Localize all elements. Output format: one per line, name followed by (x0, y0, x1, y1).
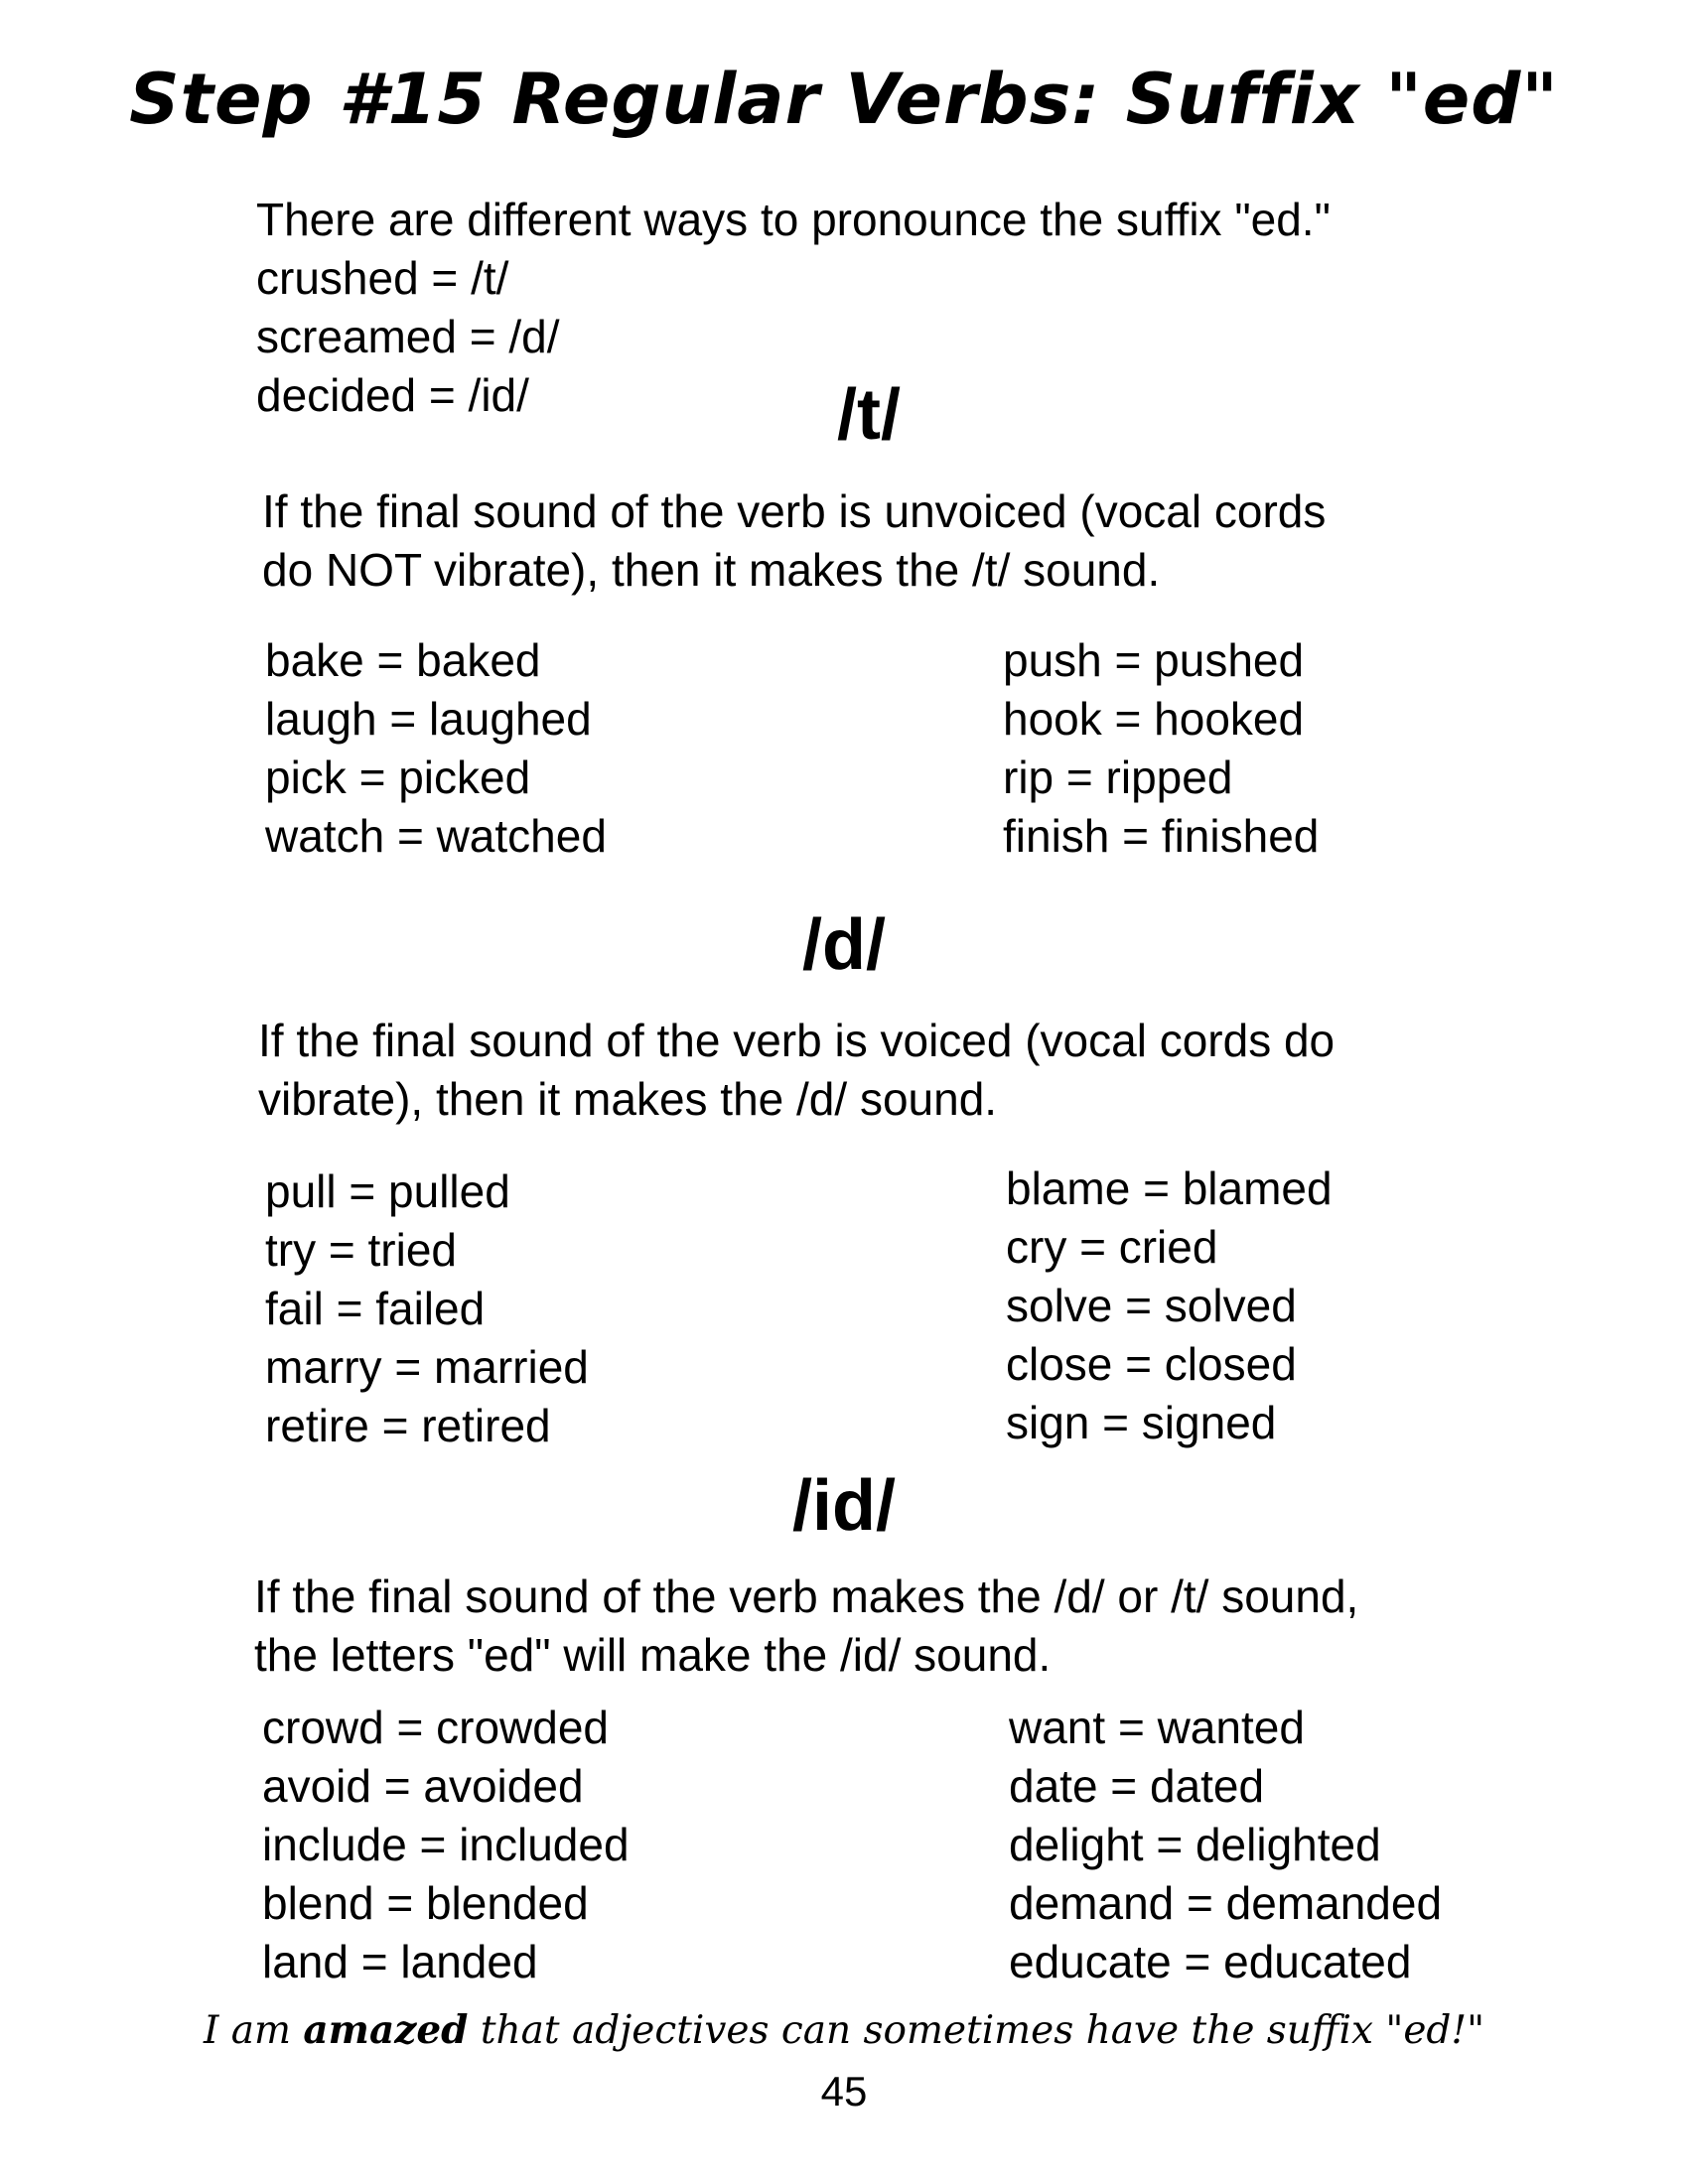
explanation-line: vibrate), then it makes the /d/ sound. (258, 1073, 998, 1125)
example-item: push = pushed (1003, 634, 1305, 686)
example-item: marry = married (265, 1341, 589, 1393)
footer-quote (0, 2005, 1688, 2056)
section-explanation (262, 481, 1326, 599)
example-item: avoid = avoided (262, 1760, 584, 1812)
example-item: blend = blended (262, 1877, 589, 1929)
footer-emphasis: amazed (303, 2007, 469, 2053)
intro-line: screamed = /d/ (256, 311, 560, 362)
example-item: blame = blamed (1006, 1162, 1333, 1214)
example-item: solve = solved (1006, 1280, 1297, 1331)
example-list-right (1003, 630, 1319, 865)
section-explanation (258, 1011, 1335, 1128)
explanation-line: do NOT vibrate), then it makes the /t/ sound. (262, 544, 1161, 596)
example-item: fail = failed (265, 1283, 486, 1334)
example-item: pull = pulled (265, 1165, 510, 1217)
example-item: hook = hooked (1003, 693, 1305, 745)
page-number: 45 (820, 2068, 868, 2115)
explanation-line: If the final sound of the verb is voiced (vocal cords do (258, 1015, 1336, 1066)
section-heading-t: /t/ (837, 375, 901, 455)
example-item: date = dated (1009, 1760, 1265, 1812)
intro-line: decided = /id/ (256, 369, 529, 421)
footer-text: I am (203, 2008, 304, 2053)
intro-line: crushed = /t/ (256, 252, 509, 304)
example-item: close = closed (1006, 1338, 1297, 1390)
example-item: sign = signed (1006, 1397, 1277, 1448)
example-item: educate = educated (1009, 1936, 1412, 1987)
example-item: include = included (262, 1819, 630, 1870)
example-item: demand = demanded (1009, 1877, 1443, 1929)
section-heading-d: /d/ (802, 905, 886, 985)
example-item: pick = picked (265, 751, 531, 803)
example-item: retire = retired (265, 1400, 551, 1451)
footer-text: that adjectives can sometimes have the suffix "ed!" (468, 2008, 1485, 2053)
example-item: rip = ripped (1003, 751, 1233, 803)
example-item: delight = delighted (1009, 1819, 1381, 1870)
example-item: land = landed (262, 1936, 538, 1987)
example-item: finish = finished (1003, 810, 1320, 862)
explanation-line: If the final sound of the verb is unvoiced (vocal cords (262, 485, 1327, 537)
example-list-left (265, 630, 607, 865)
example-item: watch = watched (265, 810, 607, 862)
example-item: want = wanted (1009, 1702, 1305, 1753)
section-explanation (254, 1567, 1358, 1684)
example-item: bake = baked (265, 634, 541, 686)
example-item: cry = cried (1006, 1221, 1218, 1273)
explanation-line: the letters "ed" will make the /id/ sound. (254, 1629, 1052, 1681)
example-item: try = tried (265, 1224, 458, 1276)
example-list-left (265, 1161, 589, 1454)
example-list-right (1009, 1698, 1442, 1990)
intro-line: There are different ways to pronounce the suffix "ed." (256, 194, 1331, 245)
example-list-left (262, 1698, 630, 1990)
example-item: crowd = crowded (262, 1702, 609, 1753)
section-heading-id: /id/ (792, 1466, 896, 1546)
page-title: Step #15 Regular Verbs: Suffix "ed" (129, 59, 1559, 140)
explanation-line: If the final sound of the verb makes the /d/ or /t/ sound, (254, 1570, 1359, 1622)
example-list-right (1006, 1159, 1333, 1451)
example-item: laugh = laughed (265, 693, 592, 745)
